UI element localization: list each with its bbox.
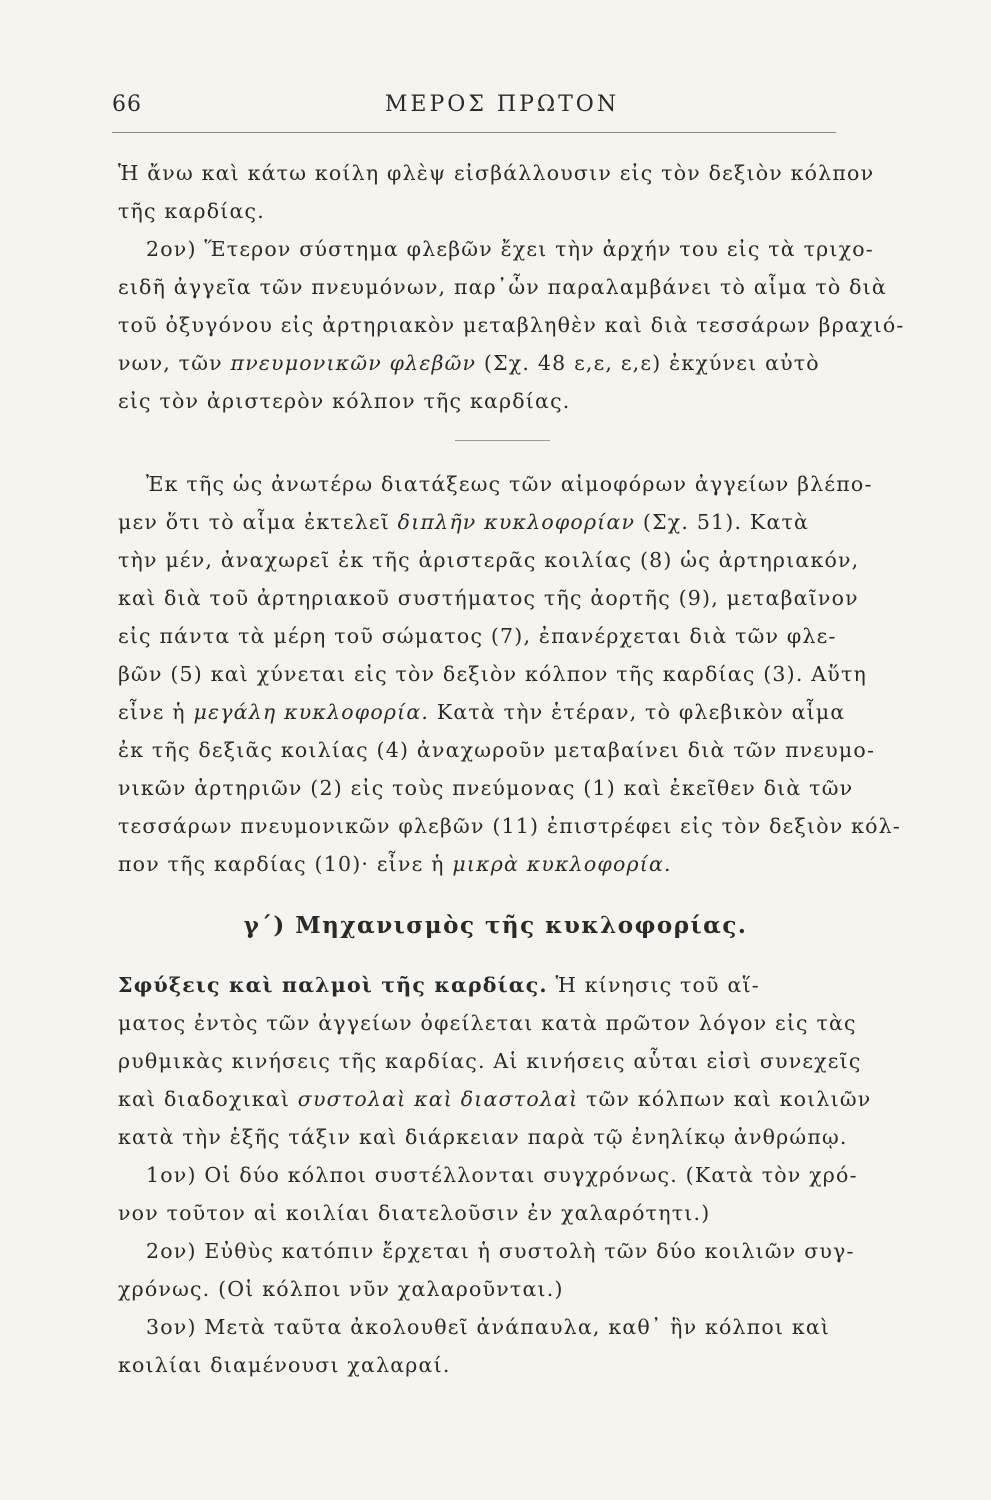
italic-term: διπλῆν κυκλοφορίαν bbox=[397, 510, 636, 534]
text-run: εἶνε ἡ bbox=[118, 700, 194, 724]
text-line: τὴν μέν, ἀναχωρεῖ ἐκ τῆς ἀριστερᾶς κοιλίας (8) ὡς ἀρτηριακόν, bbox=[118, 548, 860, 572]
text-line bbox=[118, 1080, 878, 1118]
text-run: (Σχ. 51). Κατὰ bbox=[635, 510, 810, 534]
text-run: Κατὰ τὴν ἑτέραν, τὸ φλεβικὸν αἷμα bbox=[429, 700, 846, 724]
text-run: τῶν κόλπων καὶ κοιλιῶν bbox=[578, 1087, 872, 1111]
text-line: τοῦ ὀξυγόνου εἰς ἀρτηριακὸν μεταβληθὲν καὶ διὰ τεσσάρων βραχιό- bbox=[118, 313, 905, 337]
text-line: 1ον) Οἱ δύο κόλποι συστέλλονται συγχρόνως. (Κατὰ τὸν χρό- bbox=[146, 1163, 858, 1187]
text-line: ρυθμικὰς κινήσεις τῆς καρδίας. Αἱ κινήσεις αὗται εἰσὶ συνεχεῖς bbox=[118, 1049, 862, 1073]
section-separator bbox=[455, 440, 550, 441]
text-line bbox=[118, 966, 878, 1004]
italic-term: συστολαὶ καὶ διαστολαὶ bbox=[297, 1087, 579, 1111]
text-run: πον τῆς καρδίας (10)· εἶνε ἡ bbox=[118, 852, 453, 876]
text-line: κατὰ τὴν ἑξῆς τάξιν καὶ διάρκειαν παρὰ τῷ ἐνηλίκῳ ἀνθρώπῳ. bbox=[118, 1125, 848, 1149]
text-line: 2ον) Ἕτερον σύστημα φλεβῶν ἔχει τὴν ἀρχήν του εἰς τὰ τριχο- bbox=[146, 237, 874, 261]
text-line bbox=[118, 845, 878, 883]
italic-term: πνευμονικῶν φλεβῶν bbox=[230, 351, 477, 375]
text-line: 3ον) Μετὰ ταῦτα ἀκολουθεῖ ἀνάπαυλα, καθ᾽ ἣν κόλποι καὶ bbox=[146, 1315, 831, 1339]
text-line: Ἐκ τῆς ὡς ἀνωτέρω διατάξεως τῶν αἱμοφόρων ἀγγείων βλέπο- bbox=[146, 472, 873, 496]
italic-term: μεγάλη κυκλοφορία. bbox=[193, 700, 430, 724]
text-line: χρόνως. (Οἱ κόλποι νῦν χαλαροῦνται.) bbox=[118, 1277, 564, 1301]
text-line bbox=[118, 693, 878, 731]
header-rule bbox=[112, 132, 836, 133]
text-line: νον τοῦτον αἱ κοιλίαι διατελοῦσιν ἐν χαλαρότητι.) bbox=[118, 1201, 711, 1225]
text-line: τεσσάρων πνευμονικῶν φλεβῶν (11) ἐπιστρέφει εἰς τὸν δεξιὸν κόλ- bbox=[118, 814, 901, 838]
paragraph-mechanism bbox=[118, 966, 878, 1384]
text-run: μεν ὅτι τὸ αἷμα ἐκτελεῖ bbox=[118, 510, 398, 534]
text-line bbox=[118, 503, 878, 541]
text-line: βῶν (5) καὶ χύνεται εἰς τὸν δεξιὸν κόλπον τῆς καρδίας (3). Αὕτη bbox=[118, 662, 867, 686]
text-run: καὶ διαδοχικαὶ bbox=[118, 1087, 298, 1111]
text-run: νων, τῶν bbox=[118, 351, 231, 375]
text-line: ειδῆ ἀγγεῖα τῶν πνευμόνων, παρ᾽ὧν παραλαμβάνει τὸ αἷμα τὸ διὰ bbox=[118, 275, 887, 299]
text-run: (Σχ. 48 ε,ε, ε,ε) ἐκχύνει αὐτὸ bbox=[476, 351, 820, 375]
paragraph-circulation bbox=[118, 465, 901, 883]
page-number: 66 bbox=[112, 92, 142, 117]
text-line: 2ον) Εὐθὺς κατόπιν ἔρχεται ἡ συστολὴ τῶν δύο κοιλιῶν συγ- bbox=[146, 1239, 855, 1263]
running-head: ΜΕΡΟΣ ΠΡΩΤΟΝ bbox=[384, 92, 620, 117]
text-line bbox=[118, 344, 878, 382]
text-line: τῆς καρδίας. bbox=[118, 199, 265, 223]
text-line: εἰς πάντα τὰ μέρη τοῦ σώματος (7), ἐπανέρχεται διὰ τῶν φλε- bbox=[118, 624, 837, 648]
bold-subheading: Σφύξεις καὶ παλμοὶ τῆς καρδίας. bbox=[118, 973, 548, 997]
text-line: εἰς τὸν ἀριστερὸν κόλπον τῆς καρδίας. bbox=[118, 389, 571, 413]
page-header bbox=[112, 92, 892, 122]
section-heading: γ΄) Μηχανισμὸς τῆς κυκλοφορίας. bbox=[243, 912, 748, 939]
text-line: ματος ἐντὸς τῶν ἀγγείων ὀφείλεται κατὰ πρῶτον λόγον εἰς τὰς bbox=[118, 1011, 857, 1035]
text-line: νικῶν ἀρτηριῶν (2) εἰς τοὺς πνεύμονας (1) καὶ ἐκεῖθεν διὰ τῶν bbox=[118, 776, 854, 800]
italic-term: μικρὰ κυκλοφορία. bbox=[452, 852, 672, 876]
paragraph-veins bbox=[118, 154, 905, 420]
text-line: καὶ διὰ τοῦ ἀρτηριακοῦ συστήματος τῆς ἀορτῆς (9), μεταβαῖνον bbox=[118, 586, 859, 610]
text-run: Ἡ κίνησις τοῦ αἵ- bbox=[547, 973, 760, 997]
text-line: ἐκ τῆς δεξιᾶς κοιλίας (4) ἀναχωροῦν μεταβαίνει διὰ τῶν πνευμο- bbox=[118, 738, 876, 762]
text-line: κοιλίαι διαμένουσι χαλαραί. bbox=[118, 1353, 451, 1377]
text-line: Ἡ ἄνω καὶ κάτω κοίλη φλὲψ εἰσβάλλουσιν εἰς τὸν δεξιὸν κόλπον bbox=[118, 161, 875, 185]
